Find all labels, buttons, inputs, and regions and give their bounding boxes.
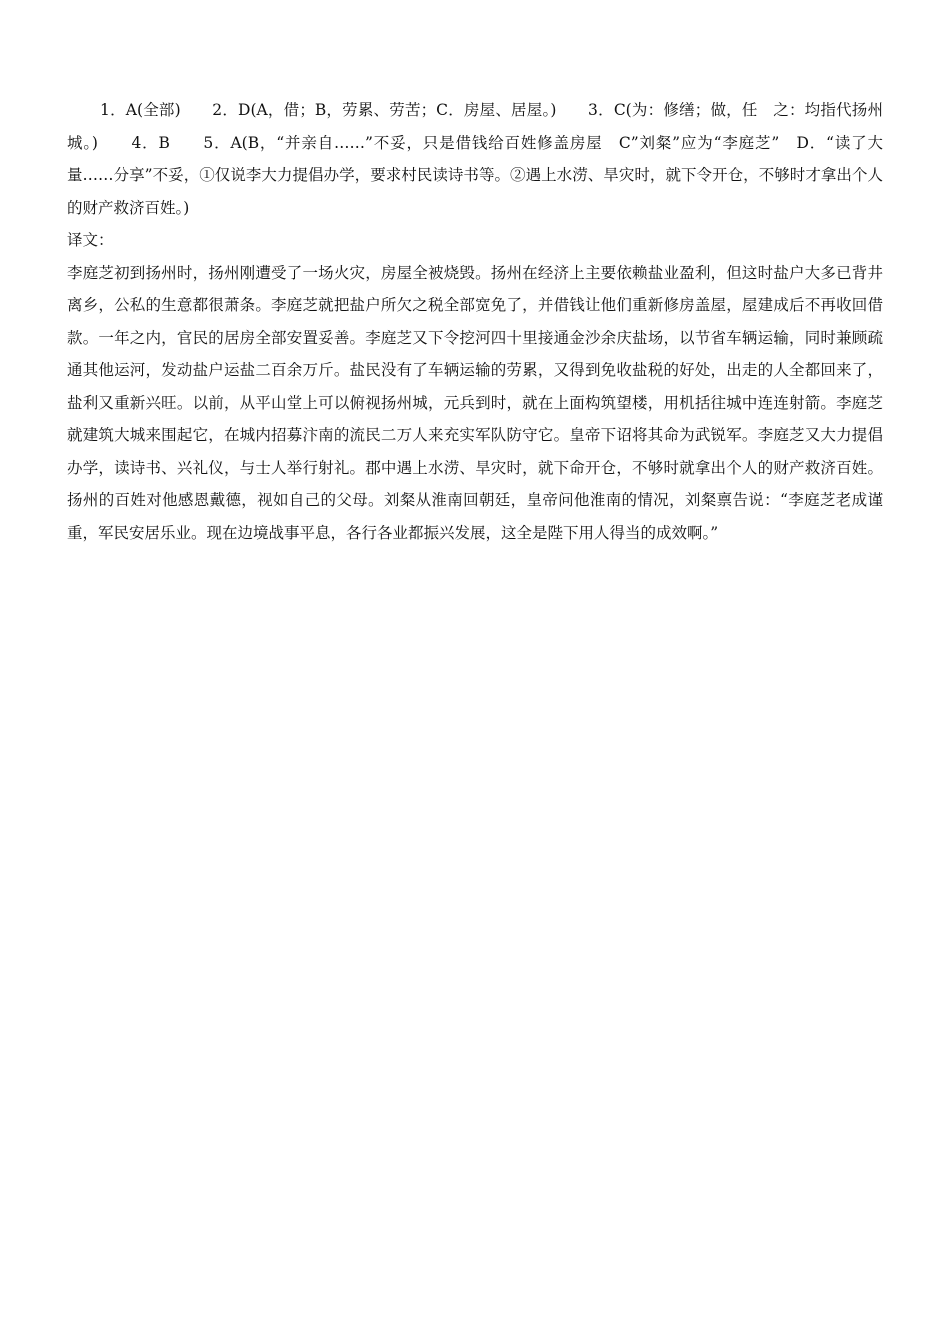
answer-key-paragraph: 1．A(全部) 2．D(A，借；B，劳累、劳苦；C．房屋、居屋。) 3．C(为：修缮；做，任 之：均指代扬州城。) 4．B 5．A(B，“并亲自……”不妥，只是借钱给百姓修盖房屋 C”刘粲”应为“李庭芝” D．“读了大量……分享”不妥，①仅说李大力提倡办学，要求村民读诗书等。②遇上水涝、旱灾时，就下令开仓，不够时才拿出个人的财产救济百姓。)	[67, 101, 883, 217]
document-body	[67, 94, 883, 549]
translation-paragraph: 李庭芝初到扬州时，扬州刚遭受了一场火灾，房屋全被烧毁。扬州在经济上主要依赖盐业盈利，但这时盐户大多已背井离乡，公私的生意都很萧条。李庭芝就把盐户所欠之税全部宽免了，并借钱让他们重新修房盖屋，屋建成后不再收回借款。一年之内，官民的居房全部安置妥善。李庭芝又下令挖河四十里接通金沙余庆盐场，以节省车辆运输，同时兼顾疏通其他运河，发动盐户运盐二百余万斤。盐民没有了车辆运输的劳累，又得到免收盐税的好处，出走的人全都回来了，盐利又重新兴旺。以前，从平山堂上可以俯视扬州城，元兵到时，就在上面构筑望楼，用机括往城中连连射箭。李庭芝就建筑大城来围起它，在城内招募汴南的流民二万人来充实军队防守它。皇帝下诏将其命为武锐军。李庭芝又大力提倡办学，读诗书、兴礼仪，与士人举行射礼。郡中遇上水涝、旱灾时，就下命开仓，不够时就拿出个人的财产救济百姓。扬州的百姓对他感恩戴德，视如自己的父母。刘粲从淮南回朝廷，皇帝问他淮南的情况，刘粲禀告说：“李庭芝老成谨重，军民安居乐业。现在边境战事平息，各行各业都振兴发展，这全是陛下用人得当的成效啊。”	[67, 263, 883, 542]
translation-heading: 译文：	[67, 231, 114, 249]
